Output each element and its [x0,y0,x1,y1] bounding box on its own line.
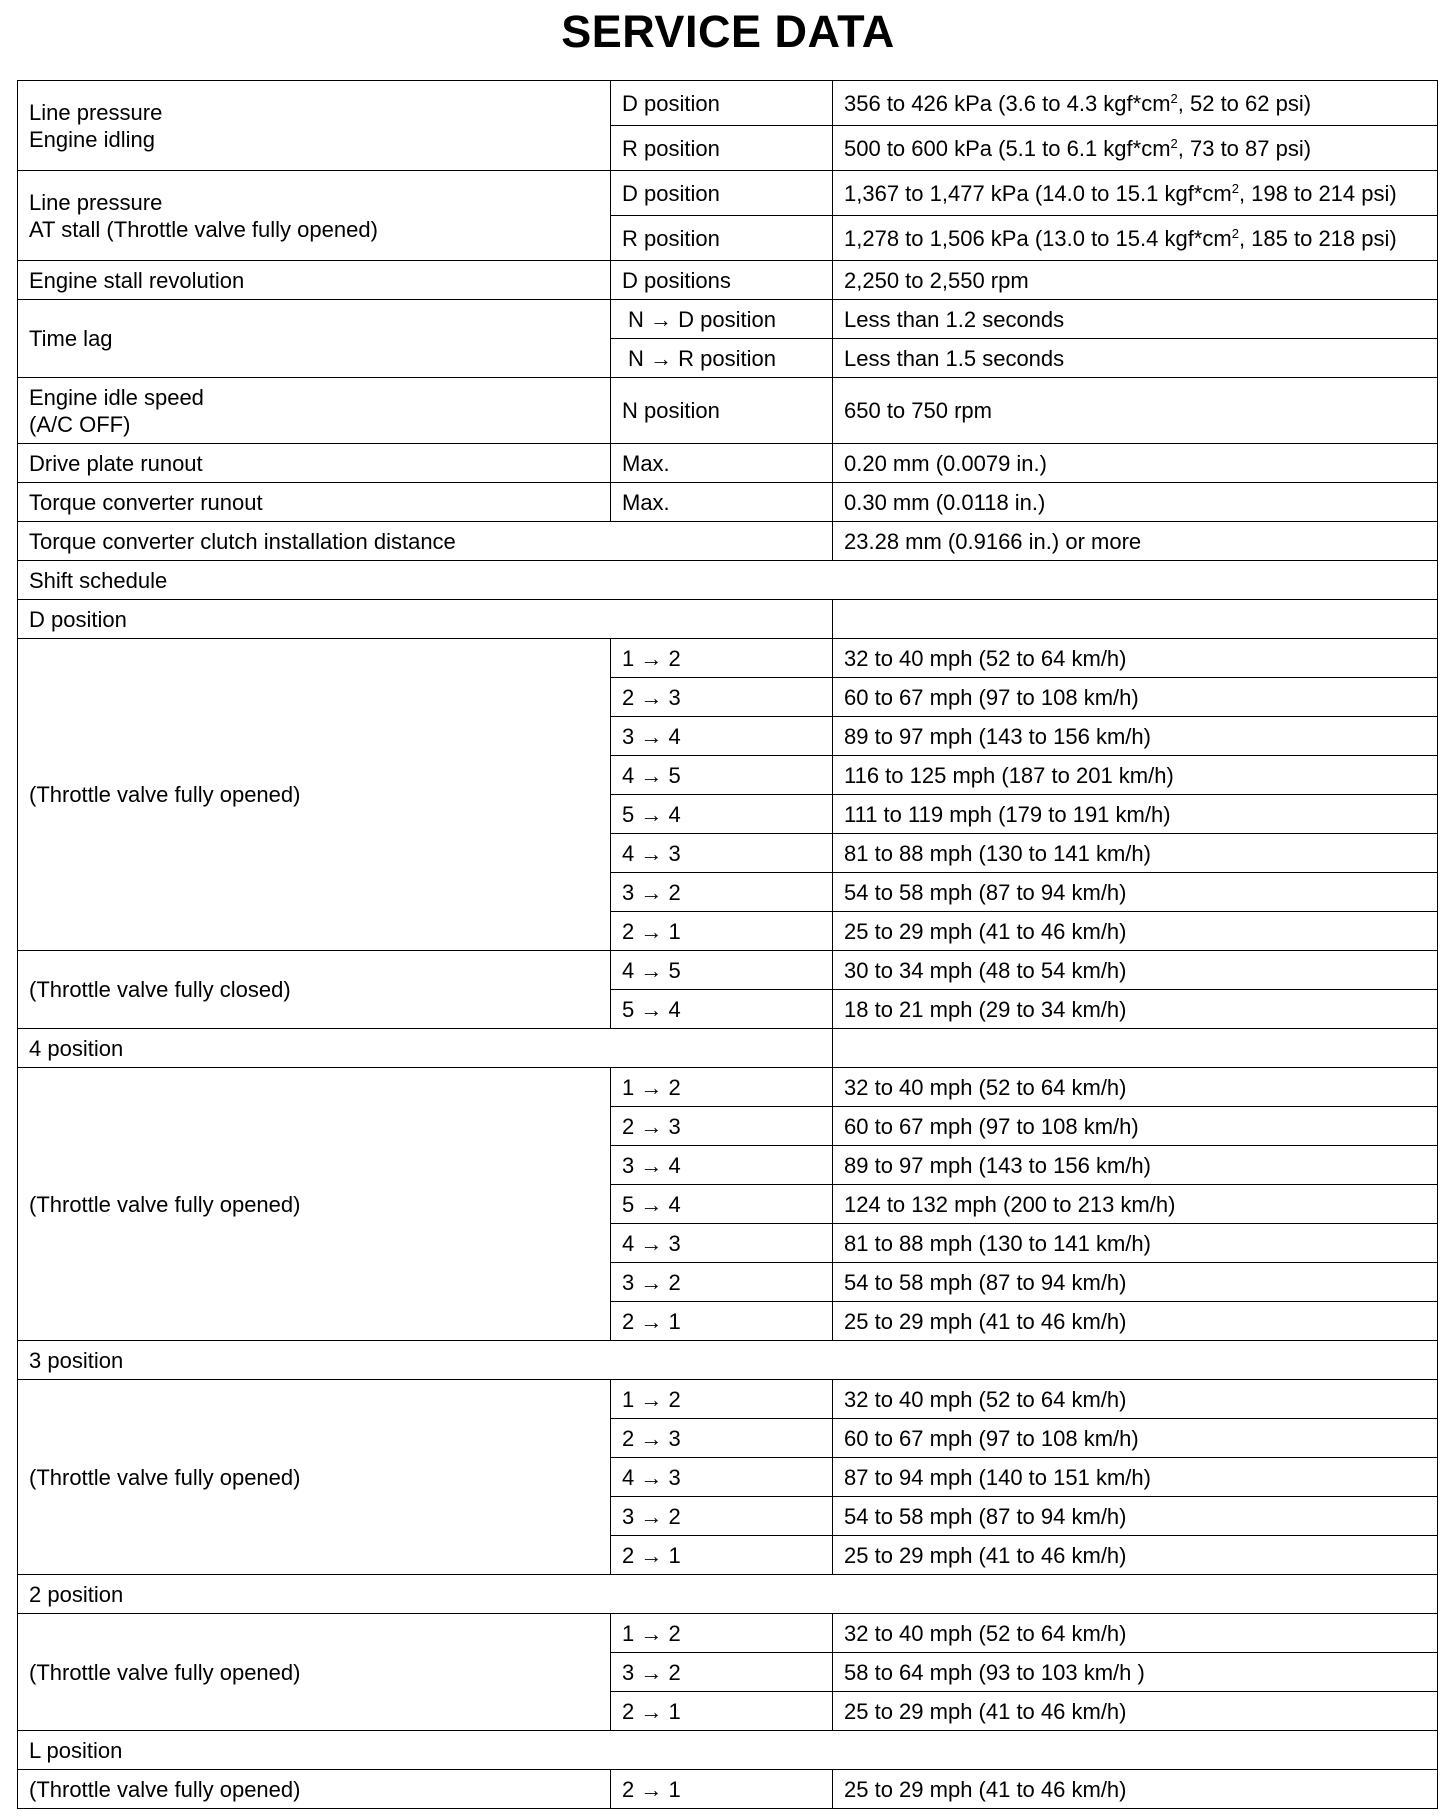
position-cell: R position [611,126,833,171]
speed-value-cell: 25 to 29 mph (41 to 46 km/h) [833,1770,1438,1809]
speed-value-cell: 32 to 40 mph (52 to 64 km/h) [833,1614,1438,1653]
shift-cell: 4 → 3 [611,834,833,873]
idle-speed-label [18,378,611,444]
speed-value-cell: 60 to 67 mph (97 to 108 km/h) [833,1107,1438,1146]
shift-cell: 3 → 2 [611,1653,833,1692]
table-row [18,1575,1438,1614]
position-cell: N → D position [611,300,833,339]
speed-value-cell: 124 to 132 mph (200 to 213 km/h) [833,1185,1438,1224]
throttle-condition-label: (Throttle valve fully opened) [18,1770,611,1809]
throttle-condition-label: (Throttle valve fully opened) [18,1068,611,1341]
speed-value-cell: 54 to 58 mph (87 to 94 km/h) [833,873,1438,912]
speed-value-cell: 25 to 29 mph (41 to 46 km/h) [833,1302,1438,1341]
speed-value-cell: 58 to 64 mph (93 to 103 km/h ) [833,1653,1438,1692]
value-text: , 73 to 87 psi) [1177,135,1312,161]
value-cell: Less than 1.2 seconds [833,300,1438,339]
table-row [18,1770,1438,1809]
value-cell [833,600,1438,639]
shift-cell: 1 → 2 [611,639,833,678]
shift-cell: 1 → 2 [611,1380,833,1419]
value-text: 500 to 600 kPa (5.1 to 6.1 kgf*cm [844,135,1171,161]
max-cell: Max. [611,483,833,522]
position-heading: L position [18,1731,1438,1770]
speed-value-cell: 60 to 67 mph (97 to 108 km/h) [833,1419,1438,1458]
shift-cell: 1 → 2 [611,1068,833,1107]
stall-label: Engine stall revolution [18,261,611,300]
speed-value-cell: 25 to 29 mph (41 to 46 km/h) [833,1536,1438,1575]
speed-value-cell: 18 to 21 mph (29 to 34 km/h) [833,990,1438,1029]
speed-value-cell: 81 to 88 mph (130 to 141 km/h) [833,834,1438,873]
position-cell: N → R position [611,339,833,378]
engine-idling-text: Engine idling [29,126,155,152]
table-row [18,300,1438,339]
table-row [18,1731,1438,1770]
speed-value-cell: 89 to 97 mph (143 to 156 km/h) [833,717,1438,756]
superscript: 2 [1231,225,1239,241]
value-cell: 2,250 to 2,550 rpm [833,261,1438,300]
ac-off-text: (A/C OFF) [29,411,131,437]
position-cell: D position [611,81,833,126]
table-row [18,600,1438,639]
idle-speed-text: Engine idle speed [29,384,204,410]
shift-cell: 2 → 1 [611,1302,833,1341]
value-cell [833,216,1438,261]
line-pressure-text: Line pressure [29,99,163,125]
position-cell: D position [611,171,833,216]
value-cell [833,81,1438,126]
table-row [18,1614,1438,1653]
line-pressure-text: Line pressure [29,189,163,215]
shift-cell: 2 → 1 [611,1770,833,1809]
value-text: , 198 to 214 psi) [1238,180,1397,206]
value-text: , 52 to 62 psi) [1177,90,1312,116]
service-data-table [17,80,1438,1809]
shift-cell: 4 → 5 [611,756,833,795]
position-heading: D position [18,600,833,639]
throttle-condition-label: (Throttle valve fully opened) [18,1380,611,1575]
table-row [18,378,1438,444]
table-row [18,483,1438,522]
at-stall-text: AT stall (Throttle valve fully opened) [29,216,378,242]
speed-value-cell: 89 to 97 mph (143 to 156 km/h) [833,1146,1438,1185]
position-heading: 3 position [18,1341,1438,1380]
shift-cell: 1 → 2 [611,1614,833,1653]
table-row [18,261,1438,300]
shift-cell: 2 → 1 [611,1536,833,1575]
tcc-distance-label: Torque converter clutch installation distance [18,522,833,561]
table-row [18,1068,1438,1107]
speed-value-cell: 32 to 40 mph (52 to 64 km/h) [833,1380,1438,1419]
superscript: 2 [1170,135,1178,151]
speed-value-cell: 60 to 67 mph (97 to 108 km/h) [833,678,1438,717]
speed-value-cell: 54 to 58 mph (87 to 94 km/h) [833,1263,1438,1302]
value-text: 1,367 to 1,477 kPa (14.0 to 15.1 kgf*cm [844,180,1232,206]
throttle-condition-label: (Throttle valve fully opened) [18,639,611,951]
position-cell: R position [611,216,833,261]
shift-cell: 4 → 3 [611,1224,833,1263]
shift-cell: 2 → 1 [611,1692,833,1731]
shift-cell: 2 → 3 [611,1107,833,1146]
position-heading: 4 position [18,1029,833,1068]
table-row [18,1029,1438,1068]
value-cell: 0.20 mm (0.0079 in.) [833,444,1438,483]
table-row [18,639,1438,678]
speed-value-cell: 116 to 125 mph (187 to 201 km/h) [833,756,1438,795]
speed-value-cell: 25 to 29 mph (41 to 46 km/h) [833,912,1438,951]
position-cell: N position [611,378,833,444]
superscript: 2 [1170,90,1178,106]
shift-cell: 5 → 4 [611,990,833,1029]
shift-cell: 5 → 4 [611,1185,833,1224]
page-title: SERVICE DATA [561,6,895,57]
speed-value-cell: 87 to 94 mph (140 to 151 km/h) [833,1458,1438,1497]
shift-cell: 4 → 5 [611,951,833,990]
speed-value-cell: 54 to 58 mph (87 to 94 km/h) [833,1497,1438,1536]
shift-cell: 3 → 4 [611,1146,833,1185]
torque-converter-label: Torque converter runout [18,483,611,522]
value-text: , 185 to 218 psi) [1238,225,1397,251]
speed-value-cell: 32 to 40 mph (52 to 64 km/h) [833,639,1438,678]
speed-value-cell: 30 to 34 mph (48 to 54 km/h) [833,951,1438,990]
shift-cell: 3 → 2 [611,873,833,912]
speed-value-cell: 32 to 40 mph (52 to 64 km/h) [833,1068,1438,1107]
table-row [18,1380,1438,1419]
line-pressure-idle-label [18,81,611,171]
table-row [18,951,1438,990]
throttle-condition-label: (Throttle valve fully closed) [18,951,611,1029]
value-cell [833,1029,1438,1068]
superscript: 2 [1231,180,1239,196]
shift-cell: 2 → 3 [611,678,833,717]
speed-value-cell: 81 to 88 mph (130 to 141 km/h) [833,1224,1438,1263]
value-cell [833,171,1438,216]
shift-cell: 3 → 2 [611,1263,833,1302]
line-pressure-stall-label [18,171,611,261]
shift-cell: 3 → 2 [611,1497,833,1536]
value-cell: 650 to 750 rpm [833,378,1438,444]
value-cell [833,126,1438,171]
speed-value-cell: 25 to 29 mph (41 to 46 km/h) [833,1692,1438,1731]
shift-cell: 2 → 3 [611,1419,833,1458]
value-cell: 0.30 mm (0.0118 in.) [833,483,1438,522]
time-lag-label: Time lag [18,300,611,378]
table-row [18,522,1438,561]
throttle-condition-label: (Throttle valve fully opened) [18,1614,611,1731]
shift-cell: 4 → 3 [611,1458,833,1497]
shift-cell: 3 → 4 [611,717,833,756]
shift-cell: 5 → 4 [611,795,833,834]
speed-value-cell: 111 to 119 mph (179 to 191 km/h) [833,795,1438,834]
position-heading: 2 position [18,1575,1438,1614]
table-row [18,81,1438,126]
position-cell: D positions [611,261,833,300]
drive-plate-label: Drive plate runout [18,444,611,483]
shift-schedule-heading: Shift schedule [18,561,1438,600]
value-text: 1,278 to 1,506 kPa (13.0 to 15.4 kgf*cm [844,225,1232,251]
value-text: 356 to 426 kPa (3.6 to 4.3 kgf*cm [844,90,1171,116]
max-cell: Max. [611,444,833,483]
table-row [18,1341,1438,1380]
table-row [18,171,1438,216]
value-cell: Less than 1.5 seconds [833,339,1438,378]
table-row [18,444,1438,483]
shift-cell: 2 → 1 [611,912,833,951]
value-cell: 23.28 mm (0.9166 in.) or more [833,522,1438,561]
table-row [18,561,1438,600]
